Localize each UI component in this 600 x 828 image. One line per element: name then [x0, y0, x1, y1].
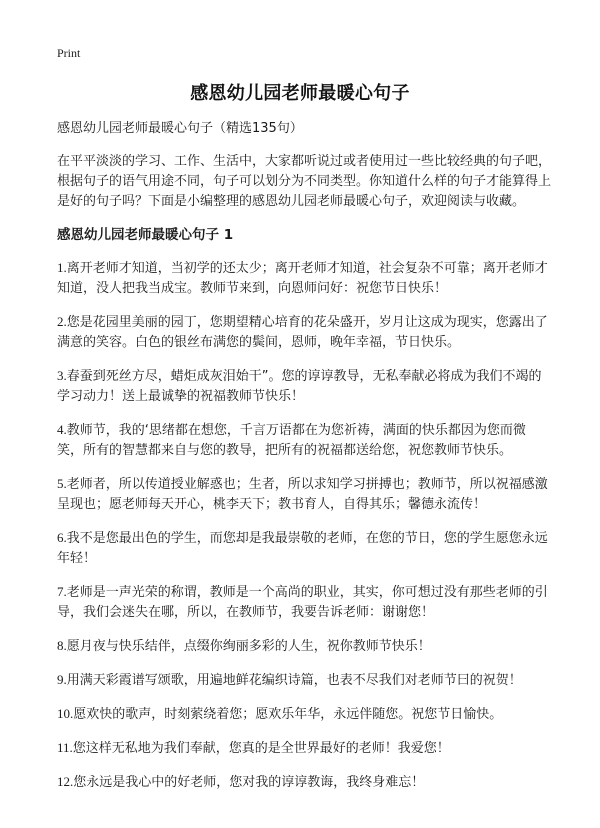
- item-text: 老师者，所以传道授业解惑也；生者，所以求知学习拼搏也；教师节，所以祝福感激呈现也；愿老师每天开心，桃李天下；教书育人，自得其乐；馨德永流传！: [57, 477, 548, 512]
- item-number: 2.: [57, 314, 67, 329]
- item-number: 5.: [57, 476, 67, 491]
- list-item: [57, 670, 551, 691]
- list-item: [57, 772, 551, 793]
- item-text: 离开老师才知道，当初学的还太少；离开老师才知道，社会复杂不可靠；离开老师才知道，没人把我当成宝。教师节来到，向恩师问好：祝您节日快乐！: [57, 261, 548, 296]
- item-text: 春蚕到死丝方尽，蜡炬成灰泪始干”。您的谆谆教导，无私奉献必将成为我们不竭的学习动力！送上最诚挚的祝福教师节快乐！: [57, 369, 542, 404]
- item-text: 用满天彩霞谱写颂歌，用遍地鲜花编织诗篇，也表不尽我们对老师节曰的祝贺！: [66, 673, 522, 688]
- item-text: 老师是一声光荣的称谓，教师是一个高尚的职业，其实，你可想过没有那些老师的引导，我们会迷失在哪，所以，在教师节，我要告诉老师：谢谢您！: [57, 585, 548, 620]
- item-number: 9.: [57, 672, 67, 687]
- item-number: 4.: [57, 422, 67, 437]
- item-number: 11.: [57, 740, 73, 755]
- list-item: [57, 366, 551, 407]
- item-number: 8.: [57, 638, 67, 653]
- page-title: 感恩幼儿园老师最暖心句子: [190, 83, 410, 104]
- article-body: [57, 118, 551, 806]
- list-item: [57, 258, 551, 299]
- section-heading: 感恩幼儿园老师最暖心句子 1: [57, 227, 234, 243]
- item-number: 10.: [57, 706, 74, 721]
- item-number: 1.: [57, 260, 67, 275]
- list-item: [57, 636, 551, 657]
- list-item: [57, 704, 551, 725]
- list-item: [57, 528, 551, 569]
- item-text: 愿月夜与快乐结伴，点缀你绚丽多彩的人生，祝你教师节快乐！: [66, 639, 431, 654]
- print-link[interactable]: Print: [57, 46, 81, 60]
- list-item: [57, 474, 551, 515]
- item-text: 教师节，我的‘思绪都在想您，千言万语都在为您祈祷，满面的快乐都因为您而微笑，所有的智慧都来自与您的教导，把所有的祝福都送给您，祝您教师节快乐。: [57, 423, 526, 458]
- item-number: 12.: [57, 774, 74, 789]
- list-item: [57, 582, 551, 623]
- list-item: [57, 312, 551, 353]
- item-text: 您这样无私地为我们奉献，您真的是全世界最好的老师！我爱您！: [72, 741, 450, 756]
- item-number: 7.: [57, 584, 67, 599]
- item-text: 我不是您最出色的学生，而您却是我最崇敬的老师，在您的节日，您的学生愿您永远年轻！: [57, 531, 548, 566]
- list-item: [57, 738, 551, 759]
- item-text: 愿欢快的歌声，时刻萦绕着您；愿欢乐年华，永远伴随您。祝您节日愉快。: [73, 707, 503, 722]
- item-text: 您永远是我心中的好老师，您对我的谆谆教诲，我终身难忘！: [73, 775, 425, 790]
- article-subtitle: 感恩幼儿园老师最暖心句子（精选135句）: [57, 121, 303, 136]
- item-number: 3.: [57, 368, 67, 383]
- list-item: [57, 420, 551, 461]
- item-number: 6.: [57, 530, 67, 545]
- item-text: 您是花园里美丽的园丁，您期望精心培育的花朵盛开，岁月让这成为现实，您露出了满意的笑容。白色的银丝布满您的鬓间，恩师，晚年幸福，节日快乐。: [57, 315, 548, 350]
- intro-paragraph: 在平平淡淡的学习、工作、生活中，大家都听说过或者使用过一些比较经典的句子吧，根据句子的语气用途不同，句子可以划分为不同类型。你知道什么样的句子才能算得上是好的句子吗？下面是小编整理的感恩幼儿园老师最暖心句子，欢迎阅读与收藏。: [57, 154, 552, 209]
